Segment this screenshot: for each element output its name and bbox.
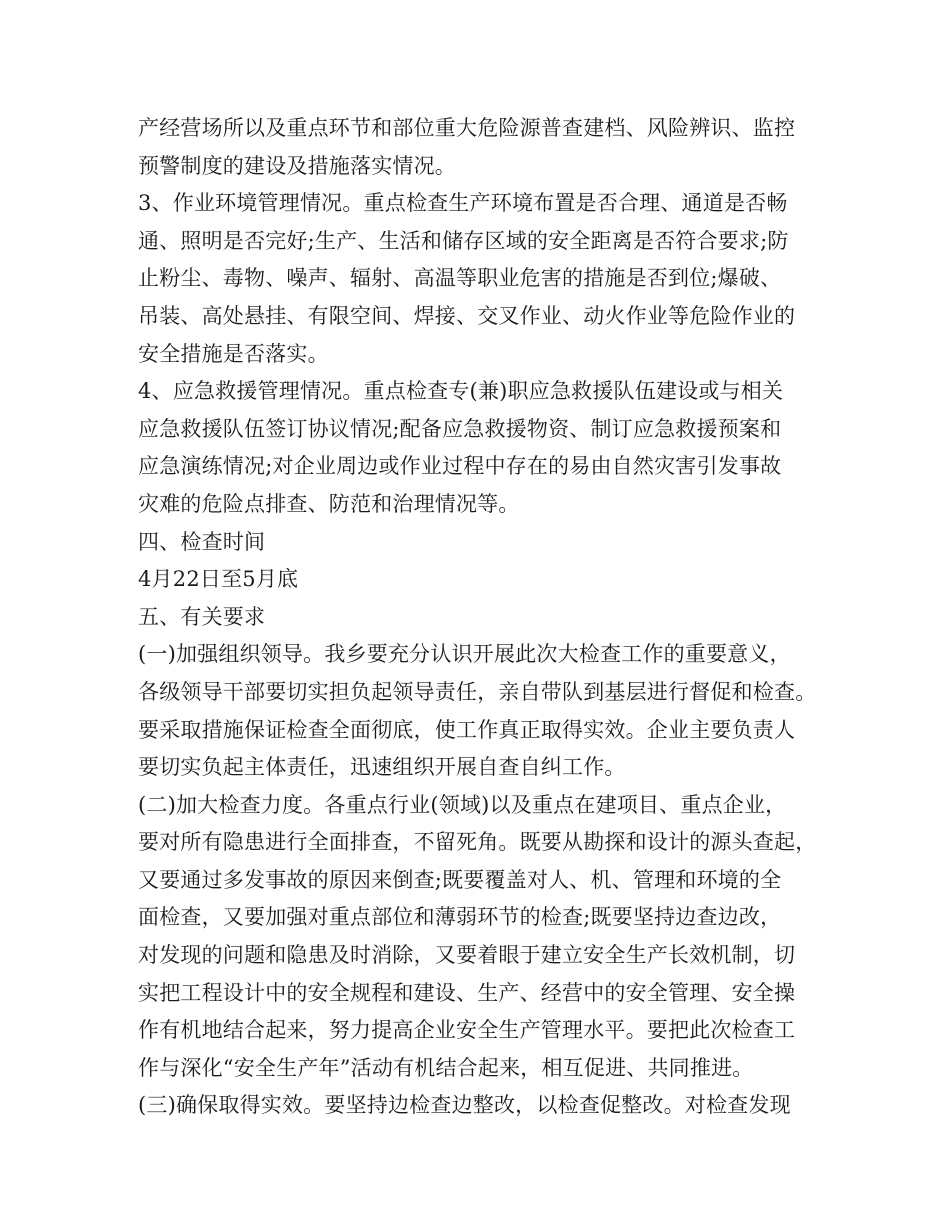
text-line: 作与深化“安全生产年”活动有机结合起来，相互促进、共同推进。 xyxy=(138,1055,754,1080)
text-line: 灾难的危险点排查、防范和治理情况等。 xyxy=(138,491,520,516)
text-line: 作有机地结合起来，努力提高企业安全生产管理水平。要把此次检查工 xyxy=(138,1018,796,1043)
text-line: 要采取措施保证检查全面彻底，使工作真正取得实效。企业主要负责人 xyxy=(138,717,796,742)
text-line: 应急演练情况;对企业周边或作业过程中存在的易由自然灾害引发事故 xyxy=(138,454,782,479)
text-line: 又要通过多发事故的原因来倒查;既要覆盖对人、机、管理和环境的全 xyxy=(138,867,782,892)
text-line: (三)确保取得实效。要坚持边检查边整改，以检查促整改。对检查发现 xyxy=(138,1093,791,1118)
text-line: 要对所有隐患进行全面排查，不留死角。既要从勘探和设计的源头查起， xyxy=(138,830,817,855)
text-line: 要切实负起主体责任，迅速组织开展自查自纠工作。 xyxy=(138,755,626,780)
text-line: 实把工程设计中的安全规程和建设、生产、经营中的安全管理、安全操 xyxy=(138,980,796,1005)
text-line: 3、作业环境管理情况。重点检查生产环境布置是否合理、通道是否畅 xyxy=(138,191,788,216)
text-line: 对发现的问题和隐患及时消除，又要着眼于建立安全生产长效机制，切 xyxy=(138,943,796,968)
text-line: 预警制度的建设及措施落实情况。 xyxy=(138,153,456,178)
text-line: 吊装、高处悬挂、有限空间、焊接、交叉作业、动火作业等危险作业的 xyxy=(138,303,796,328)
section-heading: 四、检查时间 xyxy=(138,529,266,554)
text-line: 止粉尘、毒物、噪声、辐射、高温等职业危害的措施是否到位;爆破、 xyxy=(138,266,782,291)
document-body xyxy=(138,110,818,1125)
text-line: 通、照明是否完好;生产、生活和储存区域的安全距离是否符合要求;防 xyxy=(138,228,789,253)
text-line: (一)加强组织领导。我乡要充分认识开展此次大检查工作的重要意义， xyxy=(138,642,791,667)
text-line: 面检查，又要加强对重点部位和薄弱环节的检查;既要坚持边查边改， xyxy=(138,905,782,930)
text-line: 4月22日至5月底 xyxy=(138,567,299,592)
section-heading: 五、有关要求 xyxy=(138,604,266,629)
text-line: 安全措施是否落实。 xyxy=(138,341,329,366)
text-line: (二)加大检查力度。各重点行业(领域)以及重点在建项目、重点企业， xyxy=(138,792,787,817)
text-line: 各级领导干部要切实担负起领导责任，亲自带队到基层进行督促和检查。 xyxy=(138,679,817,704)
text-line: 产经营场所以及重点环节和部位重大危险源普查建档、风险辨识、监控 xyxy=(138,116,796,140)
text-line: 4、应急救援管理情况。重点检查专(兼)职应急救援队伍建设或与相关 xyxy=(138,379,784,404)
text-line: 应急救援队伍签订协议情况;配备应急救援物资、制订应急救援预案和 xyxy=(138,416,782,441)
